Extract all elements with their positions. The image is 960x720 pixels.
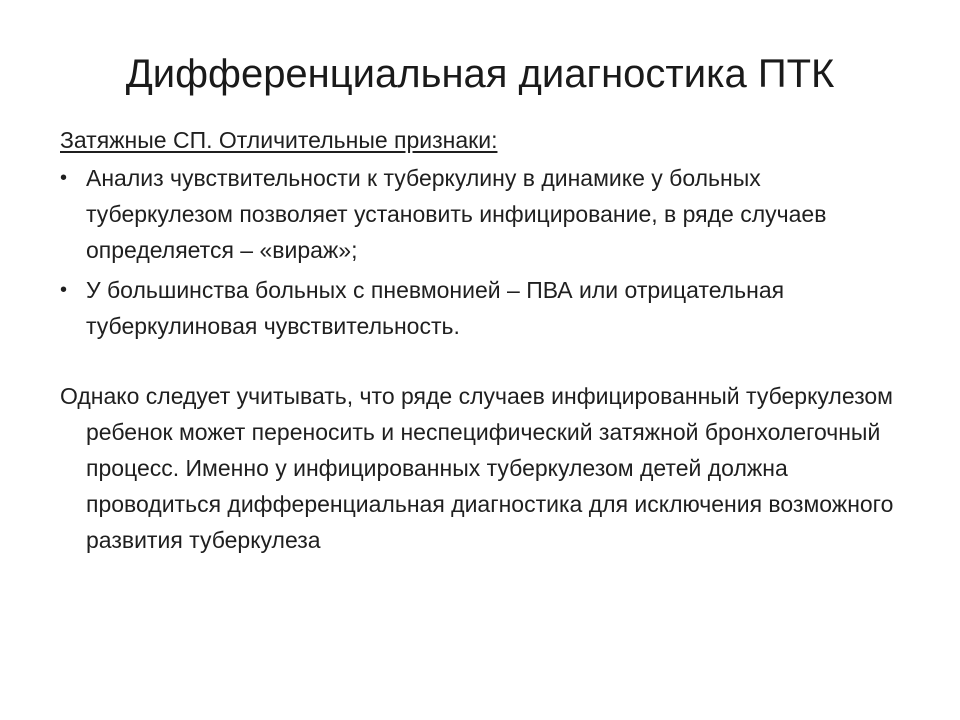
bullet-item bbox=[60, 160, 910, 268]
bullet-list bbox=[60, 160, 910, 344]
slide-body bbox=[60, 122, 910, 558]
bullet-text: Анализ чувствительности к туберкулину в динамике у больных туберкулезом позволяет установить инфицирование, в ряде случаев определяется – «вираж»; bbox=[86, 165, 827, 263]
bullet-text: У большинства больных с пневмонией – ПВА или отрицательная туберкулиновая чувствительность. bbox=[86, 277, 785, 339]
slide-title: Дифференциальная диагностика ПТК bbox=[125, 52, 835, 96]
bullet-icon: • bbox=[60, 167, 68, 189]
bullet-icon: • bbox=[60, 279, 68, 301]
subheading: Затяжные СП. Отличительные признаки: bbox=[60, 127, 498, 153]
bullet-item bbox=[60, 272, 910, 344]
body-paragraph: Однако следует учитывать, что ряде случаев инфицированный туберкулезом ребенок может переносить и неспецифический затяжной бронхолегочный процесс. Именно у инфицированных туберкулезом детей должна проводиться дифференциальная диагностика для исключения возможного развития туберкулеза bbox=[60, 383, 894, 553]
